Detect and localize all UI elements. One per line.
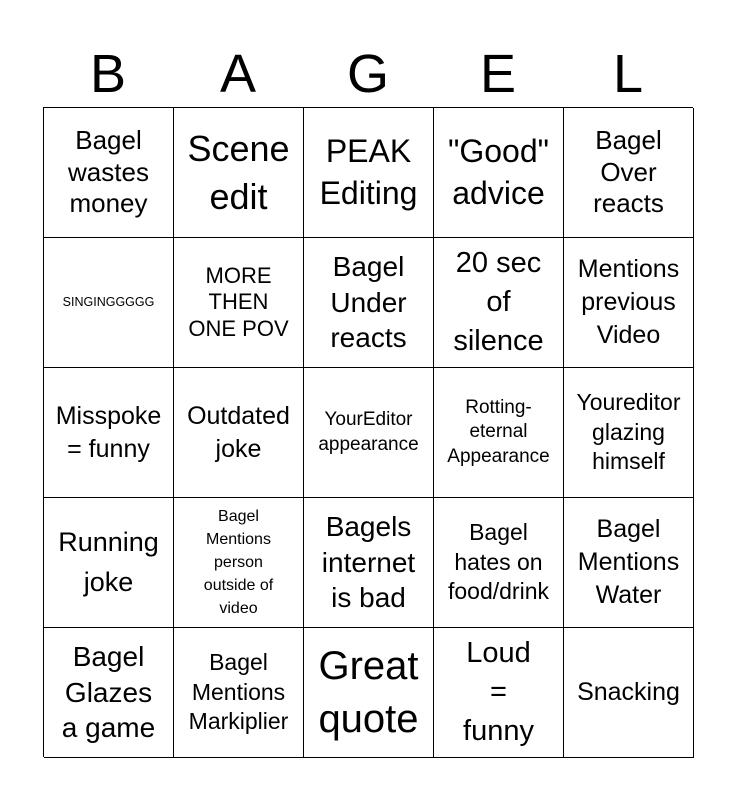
- bingo-cell[interactable]: [44, 368, 174, 498]
- bingo-cell-text: Bagel Mentions person outside of video: [203, 507, 274, 618]
- bingo-cell-text: Scene edit: [187, 127, 290, 217]
- bingo-cell[interactable]: [304, 368, 434, 498]
- bingo-cell[interactable]: [304, 108, 434, 238]
- bingo-cell-text: "Good" advice: [448, 132, 549, 211]
- bingo-cell-text: Misspoke = funny: [55, 401, 162, 463]
- bingo-cell-text: Loud = funny: [463, 636, 534, 748]
- bingo-cell-text: Bagel Mentions Markiplier: [188, 648, 289, 735]
- bingo-cell-text: Bagel wastes money: [68, 124, 149, 219]
- bingo-cell[interactable]: [304, 498, 434, 628]
- bingo-cell[interactable]: [174, 628, 304, 758]
- bingo-cell[interactable]: [434, 628, 564, 758]
- header-letter-l: L: [612, 44, 644, 104]
- bingo-cell[interactable]: [304, 238, 434, 368]
- bingo-cell[interactable]: [434, 238, 564, 368]
- bingo-cell-text: Snacking: [577, 678, 680, 706]
- bingo-cell[interactable]: [44, 498, 174, 628]
- bingo-cell-text: MORE THEN ONE POV: [188, 262, 289, 341]
- bingo-cell[interactable]: [564, 498, 694, 628]
- bingo-cell-text: SINGINGGGGG: [62, 295, 155, 309]
- bingo-cell[interactable]: [174, 498, 304, 628]
- bingo-cell-text: Great quote: [318, 643, 419, 741]
- bingo-cell[interactable]: [434, 108, 564, 238]
- bingo-cell-text: Youreditor glazing himself: [576, 388, 681, 475]
- bingo-cell-text: YourEditor appearance: [318, 409, 419, 455]
- header-letter-g: G: [346, 44, 389, 104]
- bingo-cell-text: Bagel Glazes a game: [61, 640, 156, 744]
- bingo-cell[interactable]: [174, 368, 304, 498]
- bingo-header: [43, 40, 693, 108]
- bingo-cell[interactable]: [174, 108, 304, 238]
- bingo-cell-text: 20 sec of silence: [453, 246, 544, 358]
- header-letter-b: B: [89, 44, 127, 104]
- bingo-cell[interactable]: [434, 498, 564, 628]
- bingo-cell-text: Bagel Mentions Water: [577, 515, 680, 609]
- bingo-cell-text: Running joke: [58, 527, 159, 597]
- bingo-board: [43, 107, 693, 757]
- bingo-cell[interactable]: [44, 108, 174, 238]
- bingo-cell[interactable]: [304, 628, 434, 758]
- bingo-cell-text: Outdated joke: [187, 401, 290, 463]
- bingo-cell-text: Bagel Under reacts: [330, 250, 407, 354]
- bingo-cell[interactable]: [564, 368, 694, 498]
- bingo-cell-text: Rotting- eternal Appearance: [447, 397, 550, 467]
- bingo-cell[interactable]: [564, 238, 694, 368]
- header-letter-e: E: [479, 44, 517, 104]
- bingo-cell-text: Bagels internet is bad: [321, 510, 416, 614]
- bingo-cell-text: Bagel hates on food/drink: [447, 518, 549, 605]
- bingo-cell[interactable]: [564, 108, 694, 238]
- bingo-cell[interactable]: [434, 368, 564, 498]
- bingo-cell[interactable]: [44, 628, 174, 758]
- bingo-cell-text: Mentions previous Video: [577, 255, 680, 349]
- header-letter-a: A: [219, 44, 257, 104]
- bingo-cell-text: PEAK Editing: [319, 132, 418, 211]
- bingo-cell[interactable]: [44, 238, 174, 368]
- bingo-cell-text: Bagel Over reacts: [593, 124, 664, 219]
- bingo-cell[interactable]: [174, 238, 304, 368]
- bingo-cell[interactable]: [564, 628, 694, 758]
